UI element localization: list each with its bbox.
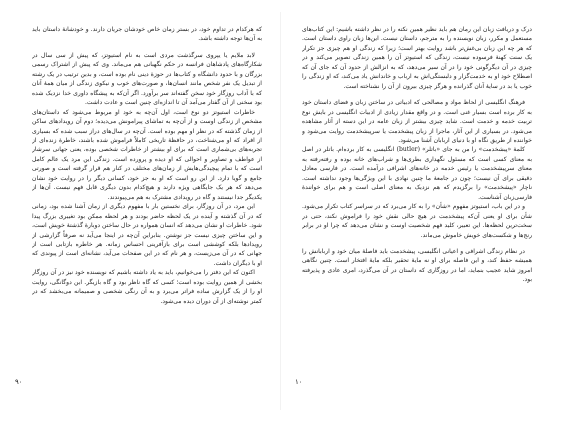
right-page-number: ۱۰: [295, 378, 303, 386]
left-paragraph: این مرد، در آن روزگار، برای نخستین بار با مفهوم دیگری از زمان آشنا شده بود، زمانی که در آن گذشته و آینده در یک لحظه حاضر بودند و هر لحظه ممکن بود تغییری بزرگ پیدا شود. خاطرات او نشان می‌دهد که انسان همواره در حال ساختن دوبارهٔ گذشتهٔ خویش است، و این ساختن چیزی نیست جز نوشتن. بنابراین آن‌چه در اینجا می‌آید نه صرفاً گزارشی از رویدادها بلکه کوششی است برای بازآفرینی احساس زمانه. هر خاطره بازتابی است از جهانی که در آن می‌زیست، و هر نام که در این صفحات می‌آید، نشانه‌ای است از پیوندی که او با دیگران داشت.: [32, 203, 262, 267]
right-paragraph: در نظام زندگی اشرافی و اعیانی انگلیسی، پیشخدمت باید فاصلهٔ میان خود و اربابانش را همیشه حفظ کند، و این فاصله برای او نه مایهٔ تحقیر بلکه مایهٔ افتخار است. چنین نگاهی امروز شاید عجیب بنماید، اما در روزگاری که داستان در آن می‌گذرد، امری عادی و پذیرفته بود.: [302, 247, 532, 284]
right-paragraph: درک و دریافت زبان این رمان هم باید نظیر همین نکته را در نظر داشته باشیم: این کتاب‌های مستعمل و مکرر، زبان نویسنده را به مترجم، داستان نیست. این‌ها زبان راوی داستان است. که هر چه این زبان بی‌غش‌تر باشد روایت بهتر است؛ زیرا که زندگی او هم چیزی جز تکرار یک سنت کهنهٔ فرسوده نیست، زندگی که استیوتز آن را همین زندگی تصویر می‌کند و در چیزی در آن دیگرگونی خود را در آن سیر می‌دهد، که به انزالش از حدود آن که جای آن که اصطلاح خود او به خدمت‌گزار و دلبستگی‌اش به ارباب و خاندانش یاد می‌کند، که او زندگی را خوب یا بد در سایهٔ آنان گذرانده و هرگز چیزی بیرون از آن را نشناخته است.: [302, 26, 532, 90]
right-paragraph: و در این باب، استیوتز مفهوم «شأن» را به کار می‌برد که در سراسر کتاب تکرار می‌شود. شأن برای او یعنی آن‌که پیشخدمت در هیچ حالی نقش خود را فراموش نکند، حتی در سخت‌ترین لحظه‌ها. این تعبیر، کلید فهم شخصیت اوست و نشان می‌دهد که چرا او در برابر رنج‌ها و شکست‌های خویش خاموش می‌ماند.: [302, 203, 532, 239]
gutter-shadow: [280, 12, 281, 410]
left-page-text: [32, 25, 262, 385]
left-paragraph: لابد ملایم یا یپروی سرگذشت مردی است به نام استیوتز، که پیش از سی سال در شکارگاه‌های پادشاهان فرانسه در حکم نگهبانی هم می‌ماند. وی که پیش از اشتراک رسمی بزرگان و با حدود دانشگاه و کتاب‌ها در حوزهٔ دینی نام بوده است، و بدین ترتیب در یک رشته از تبدیل یک نفر شخص مانند انسان‌ها، و صورت‌های خوب و نیکوی زندگی از میان همهٔ آنان که با آداب روزگار خود سخن گفته‌اند سر برآورد. اگر آن‌که به پیشگاه داوری خدا نزدیک شده بود سخنی از آن گفتار می‌آمد آن تا اندازه‌ای چنین است و عادت داشت.: [32, 51, 262, 107]
left-page-number: ۹۰: [15, 378, 23, 386]
right-paragraph: فرهنگ انگلیسی از لحاظ مواد و مصالحی که ادبیاتی در ساختن زبان و فضای داستان خود به کار برده است بسیار غنی است. و در واقع مقدار زیادی از ادبیات انگلیسی در بایش نوع تربیت خدمه و خدمت است. شاید چیزی بیشتر از زبان عامه در این دسته از آثار مشاهده می‌شود. در بسیاری از این آثار، ماجرا از زبان پیشخدمت یا سرپیشخدمت روایت می‌شود و خواننده از طریق نگاه او با دنیای اربابان آشنا می‌شود.: [302, 99, 532, 144]
left-paragraph: اکنون که این دفتر را می‌خوانیم، باید به یاد داشته باشیم که نویسنده خود نیز در آن روزگار بخشی از همین روایت بوده است؛ کسی که گاه ناظر بود و گاه بازیگر. این دوگانگی، روایت او را از یک گزارش ساده فراتر می‌برد و به آن رنگی شخصی و صمیمانه می‌بخشد که در کمتر نوشته‌ای از آن دوران دیده می‌شود.: [32, 269, 262, 305]
left-paragraph: که هرکدام در تداوم خود، در بستر زمان خاص خودشان جریان دارند. و خودشانهٔ داستان باید به آن‌ها توجه داشته باشد.: [32, 26, 262, 43]
left-paragraph: خاطرات استیوتز دو نوع است، اول آن‌چه به خود او مربوط می‌شود که داستان‌های مشخص از زندگی اوست و از آن‌چه به تماشای پیرامونش می‌دیده؛ دوم آن رویدادهای ساکن از زمان گذشته که در نظر او مهم بوده است. آن‌چه در سال‌های دراز سبب شده که بسیاری از افراد که او می‌شناخت، در حافظهٔ تاریخی کاملاً فراموش شده باشند، خاطرهٔ زنده‌ای از تجربه‌های بی‌شماری است که برای او بیشتر از خاطرات شخصی بوده، یعنی جهانی سرشار از عواطف و تصاویر و احوالی که او دیده و پرورده است. زندگی این مرد یک عالم کامل است که با تمام پیچیدگی‌هایش از زمان‌های مختلف در کنار هم قرار گرفته است و صورتی جامع و گویا دارد. از این رو است که او به جز خود، کسانی دیگر را در روایت خود نشان می‌دهد که هر یک جایگاهی ویژه دارند و هیچ‌کدام بدون دیگری قابل فهم نیست. آن‌ها از یکدیگر جدا نیستند و گاه در رویدادی مشترک به هم می‌پیوندند.: [32, 108, 262, 201]
right-paragraph: کلمهٔ «پیشخدمت» را من به جای «باتلر» (butler) انگلیسی به کار برده‌ام. باتلر در اصل به معنای کسی است که مسئول نگهداری بطری‌ها و شراب‌های خانه بوده و رفته‌رفته به معنای سرپیشخدمت یا رئیس خدمه در خانه‌های اشرافی درآمده است. در فارسی معادل دقیقی برای آن نیست؛ چون در جامعهٔ ما چنین نهادی با این ویژگی‌ها وجود نداشته است. ناچار «پیشخدمت» را برگزیدم که هم نزدیک به معنای اصلی است و هم برای خوانندهٔ فارسی‌زبان آشناست.: [302, 146, 532, 201]
right-page-text: [302, 25, 532, 385]
